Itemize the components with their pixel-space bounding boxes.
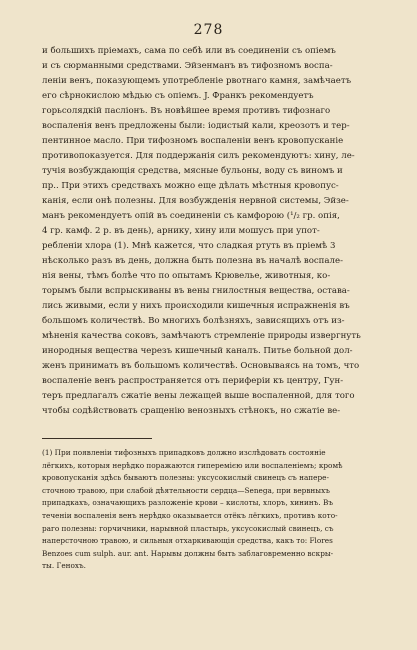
text-line: манъ рекомендуетъ опій въ соединеніи съ камфорою (¹/₂ гр. опія, [42, 211, 340, 221]
text-line: большомъ количествѣ. Во многихъ болѣзняхъ, зависящихъ отъ из- [42, 316, 345, 326]
footnote-line: припадкахъ, означающихъ разложеніе крови – кислоты, хлоръ, хининъ. Въ [42, 498, 334, 508]
text-line: нѣсколько разъ въ день, должна быть полезна въ началѣ воспале- [42, 256, 343, 266]
text-line: лись живыми, если у нихъ происходили кишечныя испражненія въ [42, 301, 350, 311]
text-line: ребленіи хлора (1). Мнѣ кажется, что сладкая ртуть въ пріемѣ 3 [42, 241, 336, 251]
footnote-divider [42, 438, 152, 439]
footnote-line: (1) При появленіи тифозныхъ припадковъ должно изслѣдовать состояніе [42, 448, 326, 457]
text-line: женъ принимать въ большомъ количествѣ. Основываясь на томъ, что [42, 361, 360, 371]
footnote-line: раго полезны: горчичники, нарывной пластырь, уксусокислый свинецъ, съ [42, 523, 334, 533]
text-line: мѣненія качества соковъ, замѣчаютъ стремленіе природы извергнуть [42, 331, 361, 341]
text-line: тучія возбуждающія средства, мясные бульоны, воду съ виномъ и [42, 166, 343, 176]
text-line: пентинное масло. При тифозномъ воспаленіи венъ кровопусканіе [42, 136, 344, 146]
text-line: инородныя вещества черезъ кишечный каналъ. Питье больной дол- [42, 346, 353, 356]
footnote-line: наперсточною травою, и сильныя отхаркивающія средства, какъ то: Flores [42, 536, 333, 546]
text-line: и съ сюрманными средствами. Эйзенманъ въ тифозномъ воспа- [42, 61, 333, 71]
footnote-line: кровопусканія здѣсь бываютъ полезны: уксусокислый свинецъ съ напере- [42, 473, 329, 483]
text-line: и большихъ пріемахъ, сама по себѣ или въ соединеніи съ опіемъ [42, 46, 336, 56]
text-line: пр.. При этихъ средствахъ можно еще дѣлать мѣстныя кровопус- [42, 181, 339, 191]
text-line: 4 гр. камф. 2 р. въ день), арнику, хину или мошусъ при упот- [42, 226, 320, 236]
text-line: торымъ были вспрыскиваны въ вены гнилостныя вещества, остава- [42, 286, 350, 296]
text-line: горьсолядкій пасліонъ. Въ новѣйшее время противъ тифознаго [42, 106, 331, 116]
text-line: воспаленія венъ предложены были: іодистый кали, креозотъ и тер- [42, 121, 350, 131]
footnote-line: ты. Генохъ. [42, 561, 86, 571]
main-text [42, 44, 386, 419]
text-line: теръ предлагалъ сжатіе вены лежащей выше воспаленной, для того [42, 391, 355, 401]
footnote-line: лёгкихъ, которыя нерѣдко поражаются гиперемією или воспаленіемъ; кромѣ [42, 460, 343, 470]
footnote-line: Benzoes cum sulph. aur. ant. Нарывы должны быть заблаговременно вскры- [42, 548, 334, 558]
page-number: 278 [193, 22, 224, 38]
text-line: леніи венъ, показующемъ употребленіе рвотнаго камня, замѣчаетъ [42, 76, 352, 86]
text-line: нія вены, тѣмъ болѣе что по опытамъ Крювелье, животныя, ко- [42, 271, 331, 281]
footnote [42, 447, 386, 573]
footnote-line: теченіи воспаленія венъ нерѣдко оказывается отёкъ лёгкихъ, противъ кото- [42, 510, 338, 520]
text-line: чтобы содѣйствовать сращенію венозныхъ стѣнокъ, но сжатіе ве- [42, 406, 341, 416]
footnote-line: сточною травою, при слабой дѣятельности сердца—Senega, при вервныхъ [42, 485, 330, 495]
text-line: воспаленіе венъ распространяется отъ периферіи къ центру, Гун- [42, 376, 344, 386]
text-line: противопоказуется. Для поддержанія силъ рекомендуютъ: хину, ле- [42, 151, 355, 161]
text-line: канія, если онѣ полезны. Для возбужденія нервной системы, Эйзе- [42, 196, 349, 206]
text-line: его сѣрнокислою мѣдью съ опіемъ. J. Франкъ рекомендуетъ [42, 91, 314, 101]
